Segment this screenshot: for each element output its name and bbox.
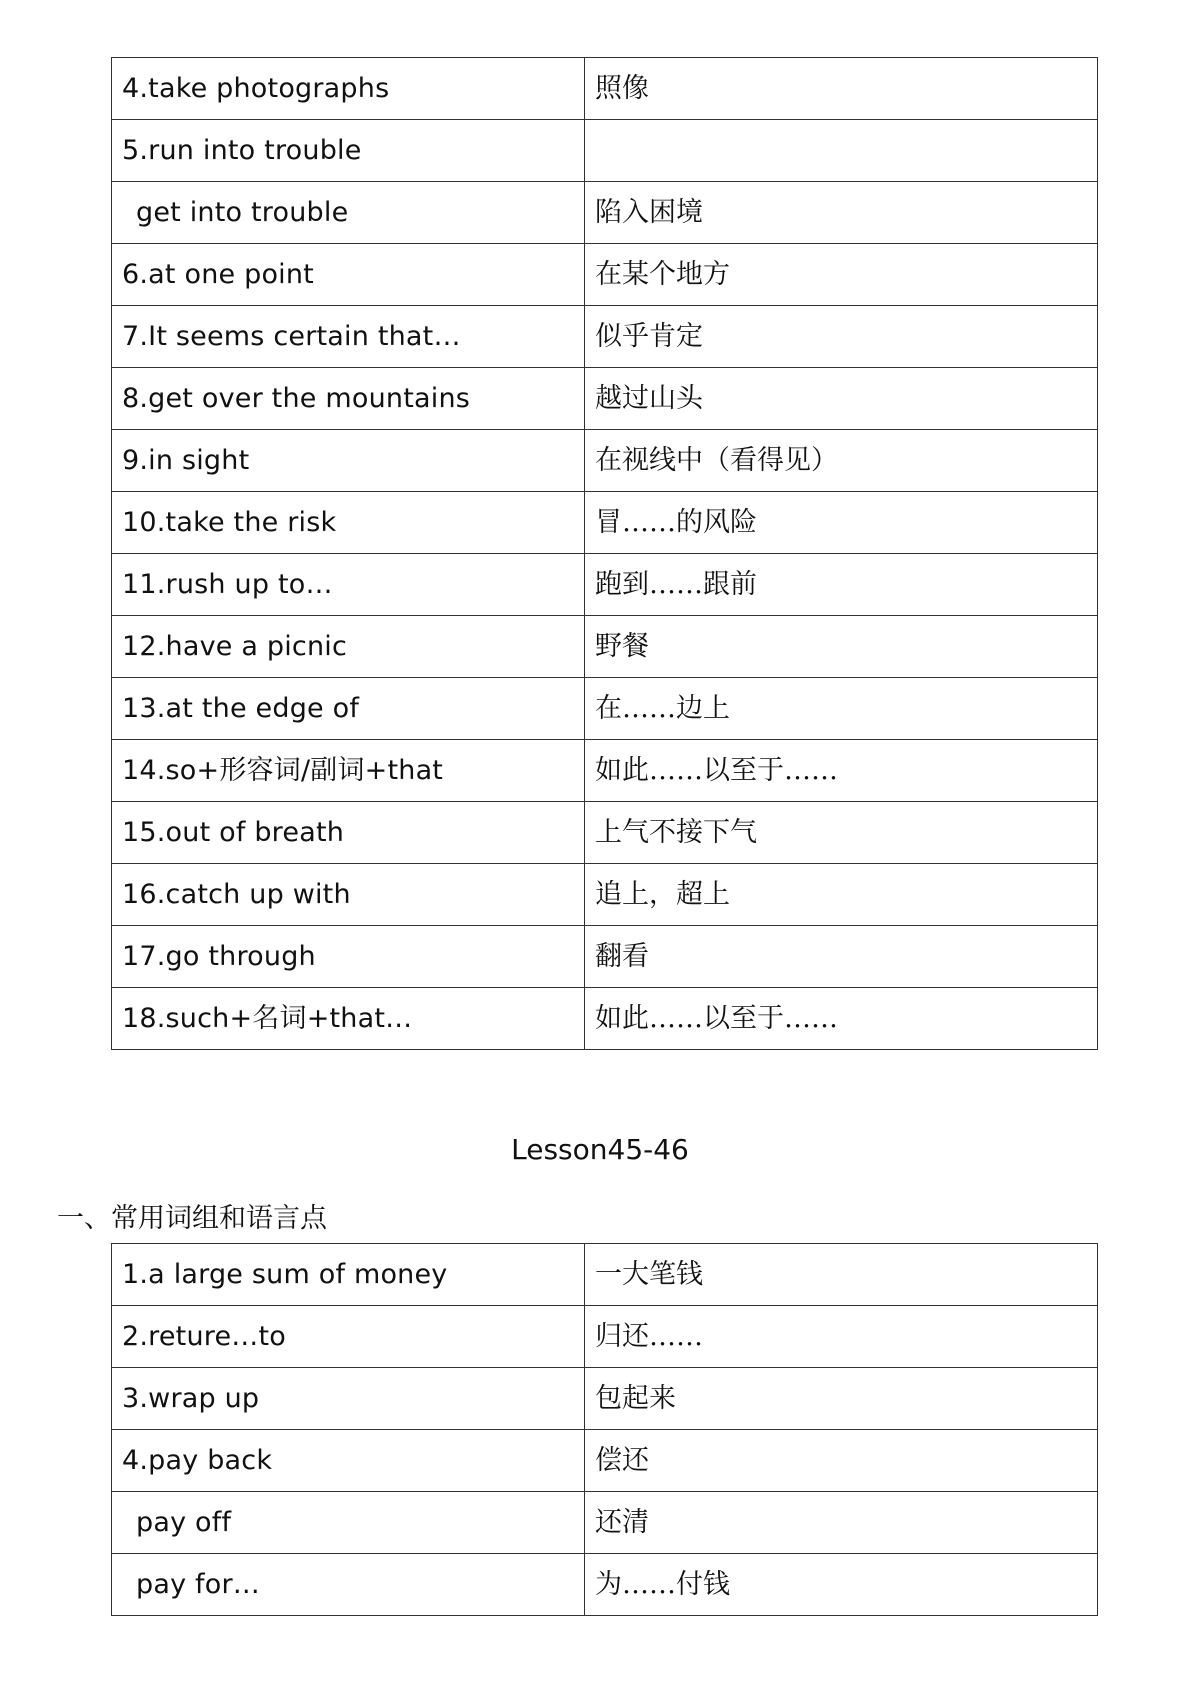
table-row xyxy=(112,492,1098,554)
table-row xyxy=(112,368,1098,430)
phrase-chinese: 偿还 xyxy=(585,1430,1098,1492)
table-row xyxy=(112,430,1098,492)
phrase-table-body xyxy=(112,58,1098,1050)
phrase-chinese: 翻看 xyxy=(585,926,1098,988)
phrase-chinese: 一大笔钱 xyxy=(585,1244,1098,1306)
phrase-chinese: 归还…… xyxy=(585,1306,1098,1368)
table-row xyxy=(112,740,1098,802)
phrase-english: 14.so+形容词/副词+that xyxy=(112,740,585,802)
phrase-table-lesson-43-44 xyxy=(111,57,1098,1050)
phrase-english: get into trouble xyxy=(112,182,585,244)
phrase-english: 5.run into trouble xyxy=(112,120,585,182)
table-row xyxy=(112,926,1098,988)
phrase-english: 8.get over the mountains xyxy=(112,368,585,430)
phrase-chinese: 野餐 xyxy=(585,616,1098,678)
phrase-chinese: 在视线中（看得见） xyxy=(585,430,1098,492)
phrase-chinese: 包起来 xyxy=(585,1368,1098,1430)
phrase-chinese: 冒……的风险 xyxy=(585,492,1098,554)
phrase-chinese: 为……付钱 xyxy=(585,1554,1098,1616)
table-row xyxy=(112,1430,1098,1492)
phrase-english: 12.have a picnic xyxy=(112,616,585,678)
lesson-title: Lesson45-46 xyxy=(511,1133,689,1166)
phrase-english: pay for… xyxy=(112,1554,585,1616)
phrase-table-lesson-45-46 xyxy=(111,1243,1098,1616)
table-row xyxy=(112,554,1098,616)
phrase-chinese: 在……边上 xyxy=(585,678,1098,740)
phrase-english: 17.go through xyxy=(112,926,585,988)
phrase-chinese: 陷入困境 xyxy=(585,182,1098,244)
table-row xyxy=(112,120,1098,182)
table-row xyxy=(112,678,1098,740)
table-row xyxy=(112,1554,1098,1616)
phrase-chinese: 追上，超上 xyxy=(585,864,1098,926)
phrase-english: 1.a large sum of money xyxy=(112,1244,585,1306)
table-row xyxy=(112,864,1098,926)
phrase-chinese: 照像 xyxy=(585,58,1098,120)
phrase-english: 4.take photographs xyxy=(112,58,585,120)
phrase-chinese: 上气不接下气 xyxy=(585,802,1098,864)
table-row xyxy=(112,988,1098,1050)
table-row xyxy=(112,306,1098,368)
table-row xyxy=(112,1368,1098,1430)
table-row xyxy=(112,244,1098,306)
phrase-english: 6.at one point xyxy=(112,244,585,306)
phrase-english: pay off xyxy=(112,1492,585,1554)
table-row xyxy=(112,182,1098,244)
phrase-english: 11.rush up to… xyxy=(112,554,585,616)
table-row xyxy=(112,1492,1098,1554)
phrase-chinese: 似乎肯定 xyxy=(585,306,1098,368)
phrase-english: 7.It seems certain that… xyxy=(112,306,585,368)
phrase-chinese: 跑到……跟前 xyxy=(585,554,1098,616)
phrase-english: 16.catch up with xyxy=(112,864,585,926)
table-row xyxy=(112,58,1098,120)
phrase-chinese: 如此……以至于…… xyxy=(585,740,1098,802)
phrase-english: 9.in sight xyxy=(112,430,585,492)
phrase-english: 18.such+名词+that… xyxy=(112,988,585,1050)
phrase-chinese: 在某个地方 xyxy=(585,244,1098,306)
table-row xyxy=(112,802,1098,864)
phrase-english: 2.reture…to xyxy=(112,1306,585,1368)
phrase-english: 10.take the risk xyxy=(112,492,585,554)
table-row xyxy=(112,1306,1098,1368)
phrase-english: 15.out of breath xyxy=(112,802,585,864)
phrase-chinese: 如此……以至于…… xyxy=(585,988,1098,1050)
phrase-chinese: 越过山头 xyxy=(585,368,1098,430)
phrase-english: 4.pay back xyxy=(112,1430,585,1492)
section-heading: 一、常用词组和语言点 xyxy=(57,1203,327,1234)
phrase-table-body xyxy=(112,1244,1098,1616)
phrase-chinese xyxy=(585,120,1098,182)
phrase-chinese: 还清 xyxy=(585,1492,1098,1554)
phrase-english: 13.at the edge of xyxy=(112,678,585,740)
table-row xyxy=(112,1244,1098,1306)
table-row xyxy=(112,616,1098,678)
phrase-english: 3.wrap up xyxy=(112,1368,585,1430)
